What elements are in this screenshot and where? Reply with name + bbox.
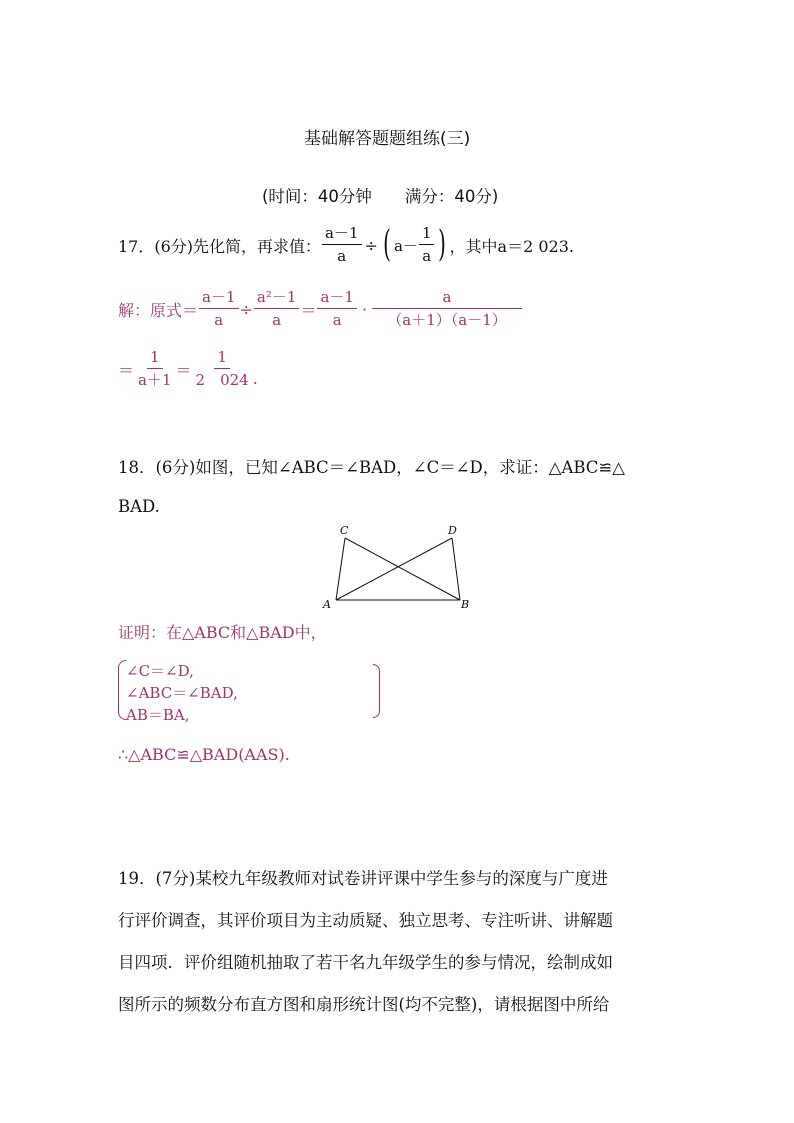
equals-sign: ＝ bbox=[118, 360, 135, 380]
right-brace bbox=[373, 664, 380, 718]
solution-fraction-4 bbox=[372, 289, 522, 330]
q18-conclusion: ∴△ABC≌△BAD(AAS). bbox=[118, 745, 290, 764]
segment-DB bbox=[452, 538, 460, 600]
fraction-numerator: 1 bbox=[214, 349, 230, 369]
fraction-denominator: a bbox=[422, 247, 432, 265]
period: . bbox=[252, 369, 258, 388]
fraction-numerator: a²－1 bbox=[254, 289, 300, 309]
solution-fraction-5 bbox=[135, 349, 175, 390]
condition-row: ∠C＝∠D, bbox=[126, 662, 194, 680]
fraction-denominator: a bbox=[332, 311, 342, 329]
right-paren: ) bbox=[438, 224, 447, 265]
segment-AD bbox=[336, 538, 452, 600]
segment-AC bbox=[336, 538, 345, 600]
equals-sign: ＝ bbox=[175, 360, 192, 380]
q17-paren-term: a－ bbox=[393, 236, 418, 255]
fraction-denominator: a＋1 bbox=[138, 371, 172, 389]
q17-inner-fraction bbox=[419, 225, 435, 266]
q17-suffix: ，其中a＝2 023. bbox=[449, 236, 574, 256]
q18-conditions bbox=[118, 660, 238, 726]
question-18-line2: BAD. bbox=[118, 497, 160, 516]
q18-proof-intro: 证明：在△ABC和△BAD中， bbox=[118, 623, 327, 642]
q17-fraction bbox=[322, 225, 362, 266]
page-title: 基础解答题题组练(三) bbox=[304, 129, 471, 149]
segment-CB bbox=[345, 538, 460, 600]
question-18-line1: 18．(6分)如图，已知∠ABC＝∠BAD，∠C＝∠D，求证：△ABC≌△ bbox=[118, 458, 625, 477]
condition-row: ∠ABC＝∠BAD, bbox=[126, 684, 238, 702]
fraction-denominator: （a＋1）（a－1） bbox=[387, 311, 507, 329]
page-subtitle: (时间：40分钟 满分：40分) bbox=[262, 187, 499, 206]
fraction-numerator: 1 bbox=[419, 225, 435, 245]
fraction-denominator: a bbox=[337, 247, 347, 265]
label-B: B bbox=[461, 598, 470, 611]
fraction-numerator: a－1 bbox=[199, 289, 239, 309]
left-brace bbox=[118, 660, 126, 720]
question-19 bbox=[118, 858, 688, 1026]
divide-sign: ÷ bbox=[364, 235, 378, 255]
solution-prefix: 解：原式＝ bbox=[118, 300, 199, 320]
fraction-numerator: a－1 bbox=[322, 225, 362, 245]
paragraph-line: 目四项．评价组随机抽取了若干名九年级学生的参与情况，绘制成如 bbox=[118, 953, 613, 972]
solution-fraction-3 bbox=[317, 289, 357, 330]
fraction-denominator: a bbox=[272, 311, 282, 329]
paragraph-line: 图所示的频数分布直方图和扇形统计图(均不完整)，请根据图中所给 bbox=[118, 995, 610, 1014]
solution-fraction-2 bbox=[254, 289, 300, 330]
geometry-figure bbox=[318, 520, 478, 612]
solution-fraction-1 bbox=[199, 289, 239, 330]
q17-solution-line2 bbox=[118, 344, 258, 394]
equals-sign: ＝ bbox=[300, 300, 317, 320]
q17-prefix: 17．(6分)先化简，再求值： bbox=[118, 236, 322, 256]
fraction-denominator: a bbox=[214, 311, 224, 329]
label-A: A bbox=[323, 598, 331, 611]
fraction-numerator: 1 bbox=[147, 349, 163, 369]
fraction-numerator: a－1 bbox=[317, 289, 357, 309]
paragraph-line: 行评价调查，其评价项目为主动质疑、独立思考、专注听讲、讲解题 bbox=[118, 911, 613, 930]
fraction-numerator: a bbox=[372, 289, 522, 309]
multiply-dot: · bbox=[361, 299, 368, 319]
label-C: C bbox=[340, 524, 349, 537]
question-17 bbox=[118, 220, 574, 270]
left-paren: ( bbox=[383, 224, 391, 265]
fraction-denominator: 2 024 bbox=[195, 371, 249, 389]
solution-fraction-6 bbox=[193, 349, 252, 390]
divide-sign: ÷ bbox=[239, 299, 253, 319]
paragraph-line: 19．(7分)某校九年级教师对试卷讲评课中学生参与的深度与广度进 bbox=[118, 869, 608, 888]
q17-solution-line1 bbox=[118, 284, 523, 334]
label-D: D bbox=[448, 524, 457, 537]
condition-row: AB＝BA, bbox=[126, 706, 190, 724]
